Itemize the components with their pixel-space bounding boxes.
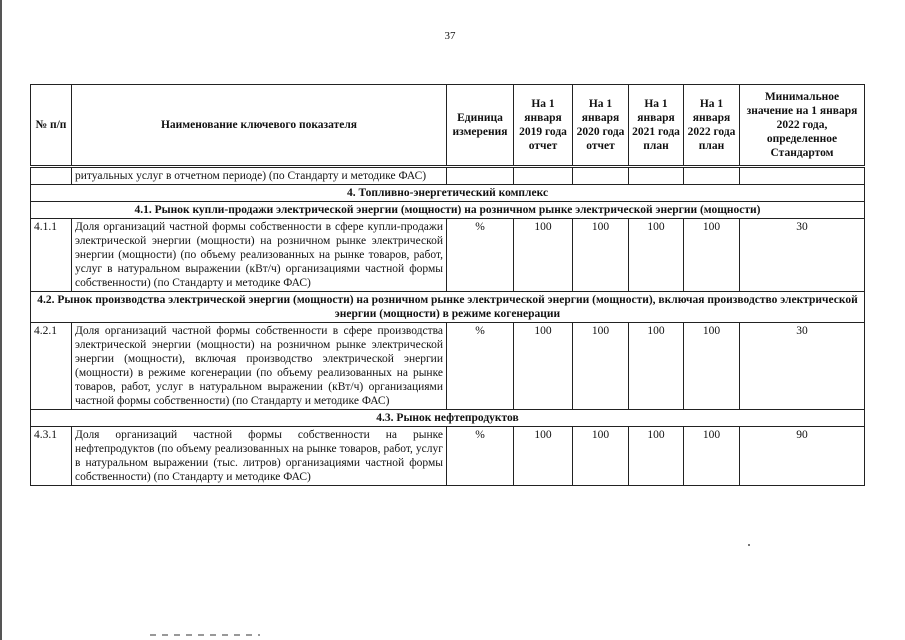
header-min: Минимальное значение на 1 января 2022 года, определенное Стандартом: [740, 85, 865, 167]
cell-2022: [684, 167, 740, 185]
cell-unit: %: [447, 219, 514, 292]
cell-2019: [514, 167, 573, 185]
cell-2019: 100: [514, 323, 573, 410]
header-2019: На 1 января 2019 года отчет: [514, 85, 573, 167]
cell-name: Доля организаций частной формы собственности на рынке нефтепродуктов (по объему реализованных на рынке товаров, работ, услуг в натуральном выражении (тыс. литров) организациями частной формы собственности) (по Стандарту и методике ФАС): [72, 427, 447, 486]
cell-min: [740, 167, 865, 185]
cell-num: 4.3.1: [31, 427, 72, 486]
subsection-row: [31, 292, 865, 323]
cell-2021: 100: [629, 219, 684, 292]
cell-2022: 100: [684, 323, 740, 410]
page-edge-line: [0, 0, 2, 640]
table-row: [31, 323, 865, 410]
cell-min: 30: [740, 219, 865, 292]
cell-unit: [447, 167, 514, 185]
cell-2019: 100: [514, 427, 573, 486]
cell-2022: 100: [684, 219, 740, 292]
cell-min: 90: [740, 427, 865, 486]
cell-2022: 100: [684, 427, 740, 486]
cell-2019: 100: [514, 219, 573, 292]
header-num: № п/п: [31, 85, 72, 167]
subsection-row: [31, 202, 865, 219]
section-row: [31, 185, 865, 202]
cell-2021: 100: [629, 323, 684, 410]
cell-2020: 100: [573, 219, 629, 292]
section-heading: 4. Топливно-энергетический комплекс: [31, 185, 865, 202]
cell-num: 4.2.1: [31, 323, 72, 410]
header-2021: На 1 января 2021 года план: [629, 85, 684, 167]
header-name: Наименование ключевого показателя: [72, 85, 447, 167]
cell-num: [31, 167, 72, 185]
table-header-row: [31, 85, 865, 167]
subsection-heading: 4.3. Рынок нефтепродуктов: [31, 410, 865, 427]
header-2022: На 1 января 2022 года план: [684, 85, 740, 167]
indicators-table: [30, 84, 865, 486]
header-2020: На 1 января 2020 года отчет: [573, 85, 629, 167]
header-unit: Единица измерения: [447, 85, 514, 167]
subsection-heading: 4.1. Рынок купли-продажи электрической энергии (мощности) на розничном рынке электрической энергии (мощности): [31, 202, 865, 219]
cell-2021: [629, 167, 684, 185]
subsection-row: [31, 410, 865, 427]
table-row: [31, 219, 865, 292]
cell-2020: [573, 167, 629, 185]
cell-name: Доля организаций частной формы собственности в сфере купли-продажи электрической энергии (мощности) на розничном рынке электрической энергии (мощности) (по объему реализованных на рынке товаров, работ, услуг в натуральном выражении (кВт/ч) организациями частной формы собственности) (по Стандарту и методике ФАС): [72, 219, 447, 292]
page-number: 37: [444, 30, 456, 42]
table-row: [31, 427, 865, 486]
table-row: [31, 167, 865, 185]
cell-unit: %: [447, 427, 514, 486]
cell-2021: 100: [629, 427, 684, 486]
scan-artifact: [150, 634, 260, 636]
cell-num: 4.1.1: [31, 219, 72, 292]
scan-speck: [748, 544, 750, 546]
subsection-heading: 4.2. Рынок производства электрической энергии (мощности) на розничном рынке электрической энергии (мощности), включая производство электрической энергии (мощности) в режиме когенерации: [31, 292, 865, 323]
cell-2020: 100: [573, 323, 629, 410]
cell-min: 30: [740, 323, 865, 410]
cell-2020: 100: [573, 427, 629, 486]
cell-name: Доля организаций частной формы собственности в сфере производства электрической энергии (мощности) на розничном рынке электрической энергии (мощности), включая производство электрической энергии (мощности) в режиме когенерации (по объему реализованных на рынке товаров, работ, услуг в натуральном выражении (кВт/ч) организациями частной формы собственности) (по Стандарту и методике ФАС): [72, 323, 447, 410]
cell-name: ритуальных услуг в отчетном периоде) (по Стандарту и методике ФАС): [72, 167, 447, 185]
cell-unit: %: [447, 323, 514, 410]
